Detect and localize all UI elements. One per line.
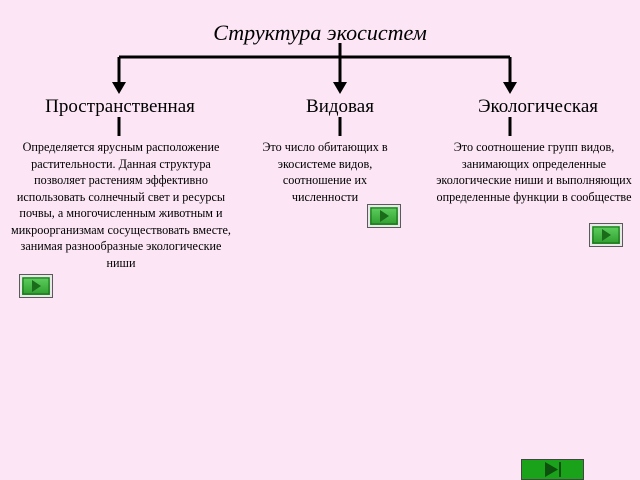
next-slide-icon: [522, 460, 583, 479]
heading-spatial: Пространственная: [45, 96, 195, 117]
next-slide-button[interactable]: [521, 459, 584, 480]
desc-ecological: Это соотношение групп видов, занимающих определенные экологические ниши и выполняющих определенные функции в сообществе: [436, 140, 632, 204]
play-arrow-icon: [592, 226, 620, 244]
nav-button-species[interactable]: [368, 205, 400, 227]
heading-species: Видовая: [306, 96, 374, 117]
page-title: Структура экосистем: [213, 20, 427, 45]
heading-ecological: Экологическая: [477, 96, 598, 117]
nav-button-ecological[interactable]: [590, 224, 622, 246]
play-arrow-icon: [370, 207, 398, 225]
left-arrowhead: [112, 82, 126, 94]
desc-species: Это число обитающих в экосистеме видов, соотношение их численности: [262, 140, 388, 204]
nav-button-spatial[interactable]: [20, 275, 52, 297]
play-arrow-icon: [22, 277, 50, 295]
desc-spatial: Определяется ярусным расположение растительности. Данная структура позволяет растениям эффективно использовать солнечный свет и ресурсы почвы, а многочисленным животным и микроорганизмам сосуществовать вместе, занимая разнообразные экологические ниши: [11, 140, 231, 270]
middle-arrowhead: [333, 82, 347, 94]
right-arrowhead: [503, 82, 517, 94]
